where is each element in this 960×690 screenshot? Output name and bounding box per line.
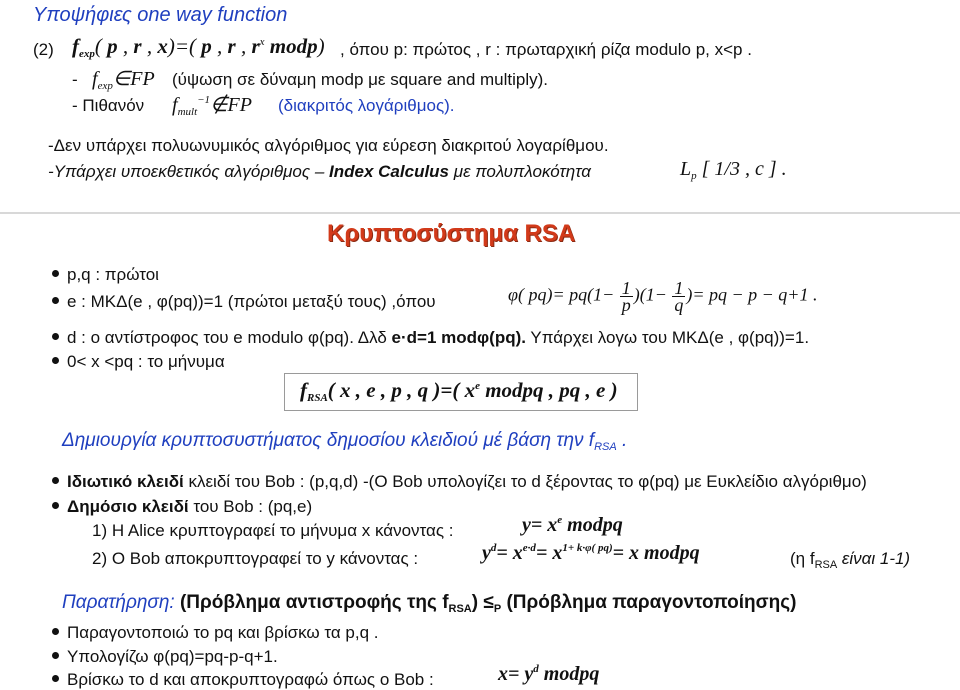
decrypt-step: 2) O Bob αποκρυπτογραφεί το y κάνοντας : (92, 549, 419, 568)
decrypt-formula: $y^d= x^{e\cdot d}= x^{1+ k\cdot\varphi( pq)}= x$ modpq (482, 542, 700, 564)
subexp-line: -Υπάρχει υποεκθετικός αλγόριθμος – Index Calculus με πολυπλοκότητα (48, 162, 591, 181)
fexp-note: (ύψωση σε δύναμη modp με square and multiply). (172, 70, 549, 89)
public-key-line: Δημόσιο κλειδί του Bob : (pq,e) (52, 497, 312, 517)
remark-bullet-decrypt: Βρίσκω το d και αποκρυπτογραφώ όπως ο Bob : (52, 670, 434, 690)
fmult-note: (διακριτός λογάριθμος). (278, 96, 455, 115)
creation-line: Δημιουργία κρυπτοσυστήματος δημοσίου κλειδιού μέ βάση την $f_{RSA}$ . (62, 430, 628, 453)
probably-label: - Πιθανόν (72, 96, 145, 115)
fmult-inverse-formula: $f_{mult}^{-1}\notin FP$ (172, 94, 252, 118)
section-title: Υποψήφιες one way function (33, 4, 288, 26)
encrypt-formula: $y= x^e$ modpq (522, 514, 623, 536)
remark-bullet-factor: Παραγοντοποιώ το pq και βρίσκω τα p,q . (52, 623, 378, 643)
remark-bullet-phi: Υπολογίζω φ(pq)=pq-p-q+1. (52, 647, 278, 667)
fexp-definition-formula: $f_{exp}$( p , r , x)=( p , r , $r^x$ modp) (72, 34, 325, 60)
bullet-e: e : ΜΚΔ(e , φ(pq))=1 (πρώτοι μεταξύ τους) ,όπου (52, 292, 436, 312)
remark-decrypt-formula: $x= y^d$ modpq (498, 663, 600, 685)
bullet-primes: p,q : πρώτοι (52, 265, 159, 285)
complexity-formula: $L_p$ [ 1/3 , c ] . (680, 158, 787, 182)
item-number: (2) (33, 40, 54, 59)
index-calculus: Index Calculus (329, 162, 450, 181)
frsa-formula: $f_{RSA}$( x , e , p , q )=( $x^e$ modpq , pq , e ) (300, 378, 618, 404)
one-to-one-note: (η $f_{RSA}$ είναι 1-1) (790, 549, 911, 571)
rsa-title: Κρυπτοσύστημα RSA (327, 220, 576, 247)
encrypt-step: 1) H Alice κρυπτογραφεί το μήνυμα x κάνοντας : (92, 521, 454, 540)
no-poly-algorithm: -Δεν υπάρχει πολυωνυμικός αλγόριθμος για εύρεση διακριτού λογαρίθμου. (48, 136, 609, 155)
bullet-message: 0< x <pq : το μήνυμα (52, 352, 225, 372)
fexp-in-fp-formula: $f_{exp}\in FP$ (92, 68, 155, 92)
private-key-line: Ιδιωτικό κλειδί κλειδί του Bob : (p,q,d) -(O Bob υπολογίζει το d ξέροντας το φ(pq) με Ευκλείδιο αλγόριθμο) (52, 472, 867, 492)
divider (0, 212, 960, 214)
remark-line: Παρατήρηση: (Πρόβλημα αντιστροφής της $f_{RSA}) \le_P$ (Πρόβλημα παραγοντοποίησης) (62, 592, 797, 615)
phi-formula: φ( pq)= pq(1− $\frac{1}{p}$ )(1− $\frac{1}{q}$ )= pq − p − q+1 . (508, 278, 818, 315)
fexp-definition-text: , όπου p: πρώτος , r : πρωταρχική ρίζα modulo p, x<p . (340, 40, 752, 59)
dash: - (72, 70, 78, 89)
bullet-d: d : ο αντίστροφος του e modulo φ(pq). Δλδ e·d=1 modφ(pq). Υπάρχει λογω του ΜΚΔ(e , φ(pq))=1. (52, 328, 809, 348)
